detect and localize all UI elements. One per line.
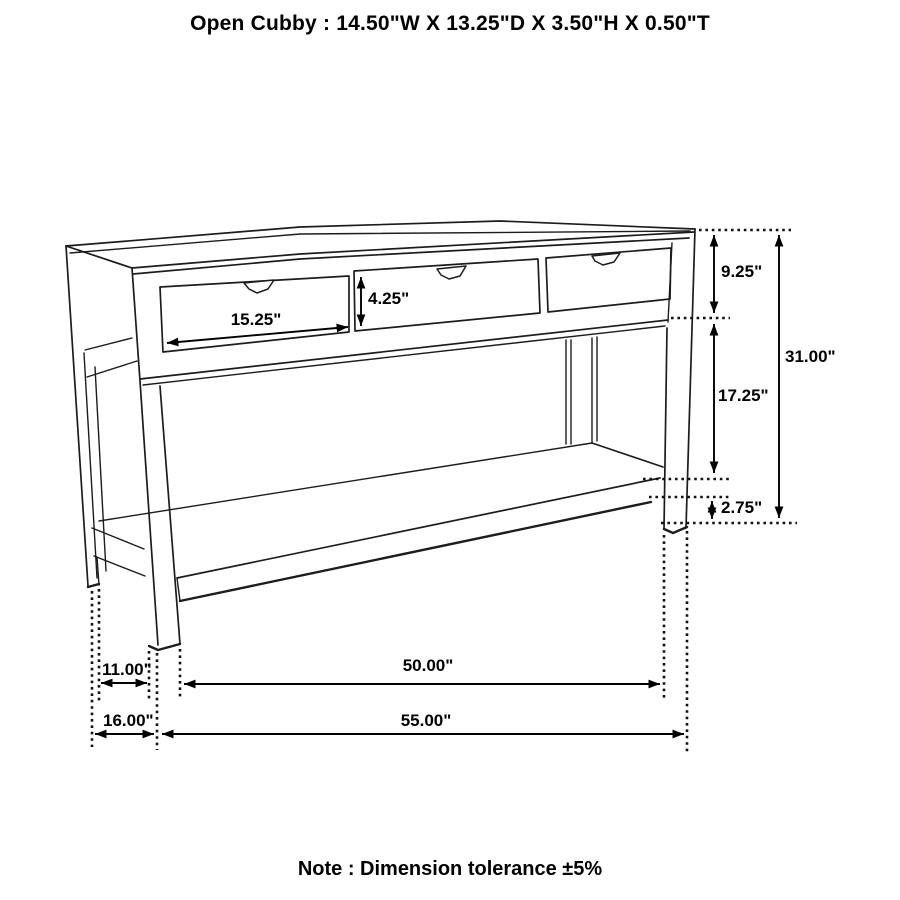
dimension-labels — [102, 262, 836, 730]
dim-side-leg-spacing-label: 11.00" — [102, 660, 152, 679]
dim-drawer-front-height-label: 9.25" — [721, 262, 763, 281]
dim-shelf-apron-height-label: 2.75" — [721, 498, 763, 517]
carcass-front — [132, 229, 695, 645]
dim-front-leg-spacing-label: 50.00" — [402, 656, 454, 675]
dim-overall-width-label: 55.00" — [400, 711, 452, 730]
back-legs — [566, 337, 597, 444]
dim-overall-height-label: 31.00" — [785, 347, 836, 366]
drawer-pull-icon — [244, 280, 274, 293]
bottom-shelf — [99, 443, 663, 601]
drawer-3 — [546, 248, 671, 312]
left-end-frame — [66, 246, 180, 650]
drawer-pull-icon — [592, 253, 620, 265]
drawer-pull-icon — [437, 266, 466, 279]
diagram-title: Open Cubby : 14.50"W X 13.25"D X 3.50"H X 0.50"T — [190, 12, 710, 35]
dim-drawer-width-label: 15.25" — [230, 310, 282, 329]
dim-shelf-opening-height-label: 17.25" — [718, 386, 769, 405]
dim-overall-depth-label: 16.00" — [103, 711, 154, 730]
dim-drawer-opening-height-label: 4.25" — [368, 289, 410, 308]
right-end-frame — [664, 328, 687, 533]
table-top — [66, 221, 695, 274]
tolerance-note: Note : Dimension tolerance ±5% — [297, 858, 603, 880]
